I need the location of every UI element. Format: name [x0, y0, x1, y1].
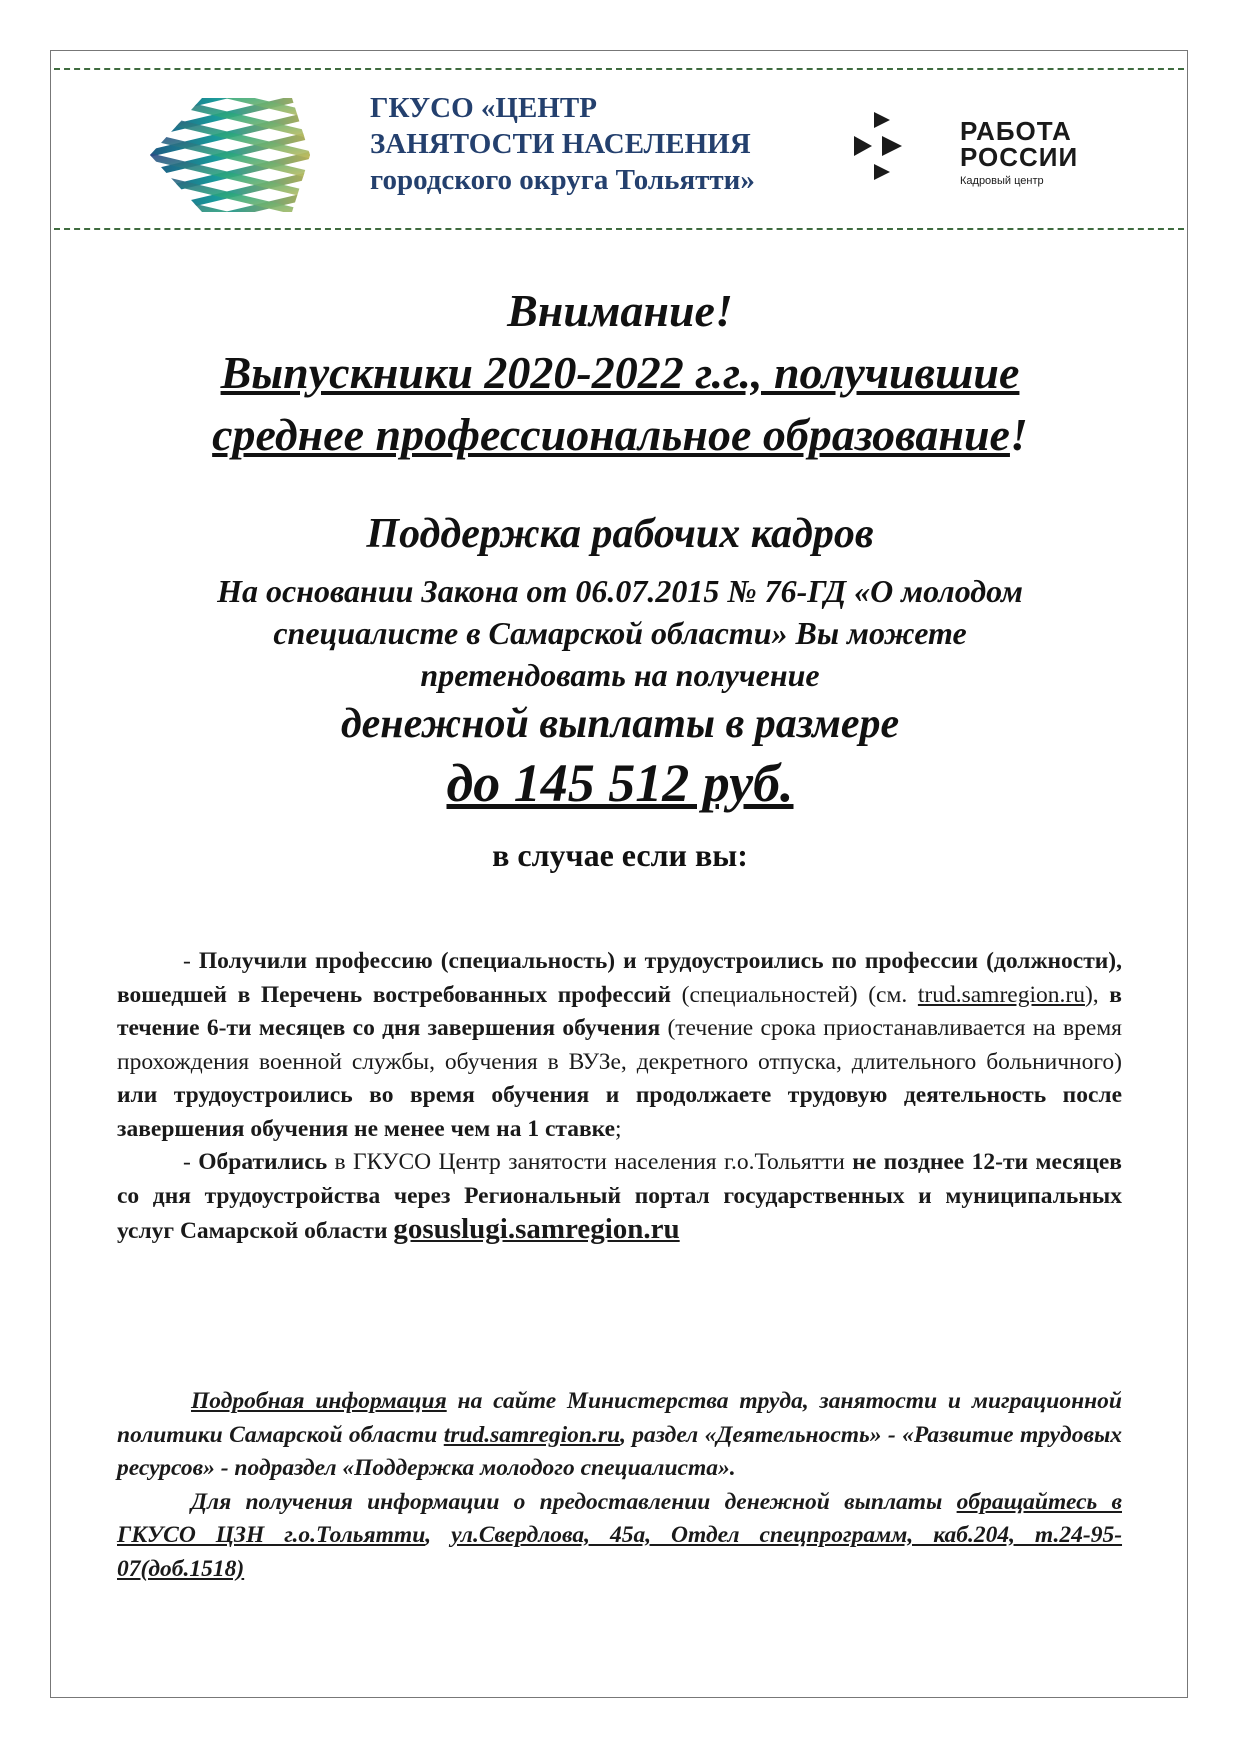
- trud-samregion-footer-link[interactable]: trud.samregion.ru: [443, 1421, 621, 1448]
- gosuslugi-link[interactable]: gosuslugi.samregion.ru: [393, 1213, 680, 1245]
- conditions-intro: в случае если вы:: [492, 837, 748, 873]
- condition-paragraph-2: - Обратились в ГКУСО Центр занятости населения г.о.Тольятти не позднее 12-ти месяцев со дня трудоустройства через Региональный портал государственных и муниципальных услуг Самарской области gosuslugi.samregion.ru: [117, 1149, 1122, 1245]
- partner-subtitle: Кадровый центр: [960, 175, 1044, 187]
- attention-line-2: Выпускники 2020-2022 г.г., получившие: [220, 347, 1020, 398]
- organization-name: [370, 90, 790, 198]
- partner-name-line-1: РАБОТА: [960, 116, 1072, 146]
- partner-name-line-2: РОССИИ: [960, 142, 1079, 172]
- info-paragraph-1: Подробная информация на сайте Министерства труда, занятости и миграционной политики Самарской области trud.samregion.ru, раздел «Деятельность» - «Развитие трудовых ресурсов» - подраздел «Поддержка молодого специалиста».: [117, 1388, 1123, 1481]
- document-header: [54, 68, 1184, 230]
- org-name-line-2: ЗАНЯТОСТИ НАСЕЛЕНИЯ: [370, 128, 751, 160]
- office-address: ул.Свердлова, 45а, Отдел спецпрограмм, каб.204, т.24-95-07(доб.1518): [117, 1522, 1123, 1582]
- main-announcement: [110, 280, 1130, 876]
- woven-diamond-logo-icon: [142, 90, 312, 220]
- conditions-text: [117, 945, 1122, 1249]
- payment-amount: до 145 512 руб.: [446, 753, 794, 813]
- law-line-1: На основании Закона от 06.07.2015 № 76-ГД «О молодом: [217, 573, 1023, 609]
- info-paragraph-2: Для получения информации о предоставлении денежной выплаты обращайтесь в ГКУСО ЦЗН г.о.Тольятти, ул.Свердлова, 45а, Отдел спецпрограмм, каб.204, т.24-95-07(доб.1518): [117, 1488, 1123, 1582]
- attention-heading: [110, 280, 1130, 466]
- trud-samregion-link[interactable]: trud.samregion.ru: [917, 981, 1085, 1008]
- org-name-line-3: городского округа Тольятти»: [370, 164, 755, 196]
- org-name-line-1: ГКУСО «ЦЕНТР: [370, 92, 597, 124]
- contact-information: [117, 1385, 1122, 1586]
- support-title: Поддержка рабочих кадров: [366, 511, 874, 557]
- payment-line: денежной выплаты в размере: [340, 701, 900, 747]
- arrows-logo-icon: [852, 108, 952, 188]
- condition-paragraph-1: - Получили профессию (специальность) и трудоустроились по профессии (должности), вошедшей в Перечень востребованных профессий (специальностей) (см. trud.samregion.ru), в течение 6-ти месяцев со дня завершения обучения (течение срока приостанавливается на время прохождения военной службы, обучения в ВУЗе, декретного отпуска, длительного больничного) или трудоустроились во время обучения и продолжаете трудовую деятельность после завершения обучения не менее чем на 1 ставке;: [117, 948, 1122, 1142]
- partner-logo-text: [960, 118, 1078, 188]
- law-reference: [110, 570, 1130, 696]
- attention-line-1: Внимание!: [507, 285, 733, 336]
- attention-exclamation: !: [1009, 409, 1028, 460]
- law-line-2: специалисте в Самарской области» Вы можете: [273, 615, 967, 651]
- law-line-3: претендовать на получение: [420, 657, 820, 693]
- attention-line-3: среднее профессиональное образование: [212, 409, 1010, 460]
